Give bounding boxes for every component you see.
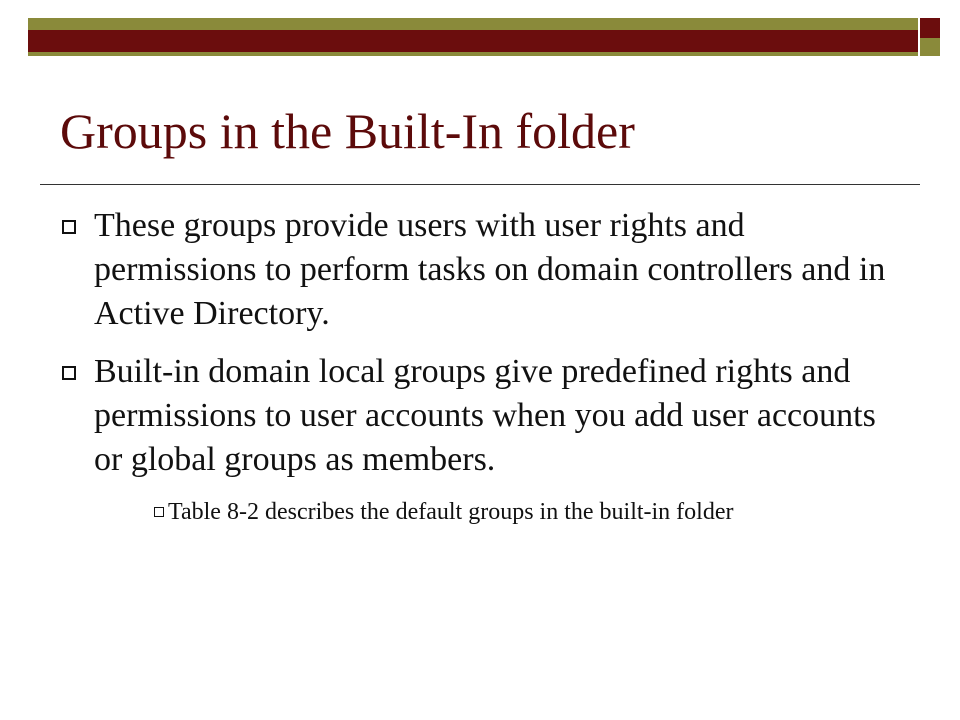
sub-bullet-item [154,496,868,528]
hollow-square-icon [62,366,76,380]
bullet-text: These groups provide users with user rights and permissions to perform tasks on domain controllers and in Active Directory. [94,207,886,332]
header-maroon-stripe [28,30,918,54]
bullet-text: Built-in domain local groups give predefined rights and permissions to user accounts when you add user accounts or global groups as members. [94,353,876,478]
header-decoration-bar [28,18,918,54]
hollow-square-icon [62,220,76,234]
sub-bullet-text: Table 8-2 describes the default groups in the built-in folder [168,499,734,525]
slide-body [60,204,890,528]
header-olive-stripe [28,18,918,30]
header-olive-underline [28,52,918,56]
bullet-item [60,204,890,336]
title-divider [40,184,920,185]
corner-maroon-block [920,18,940,38]
bullet-item [60,350,890,482]
hollow-square-icon [154,507,164,517]
slide-title: Groups in the Built-In folder [60,103,635,159]
corner-olive-block [920,38,940,56]
